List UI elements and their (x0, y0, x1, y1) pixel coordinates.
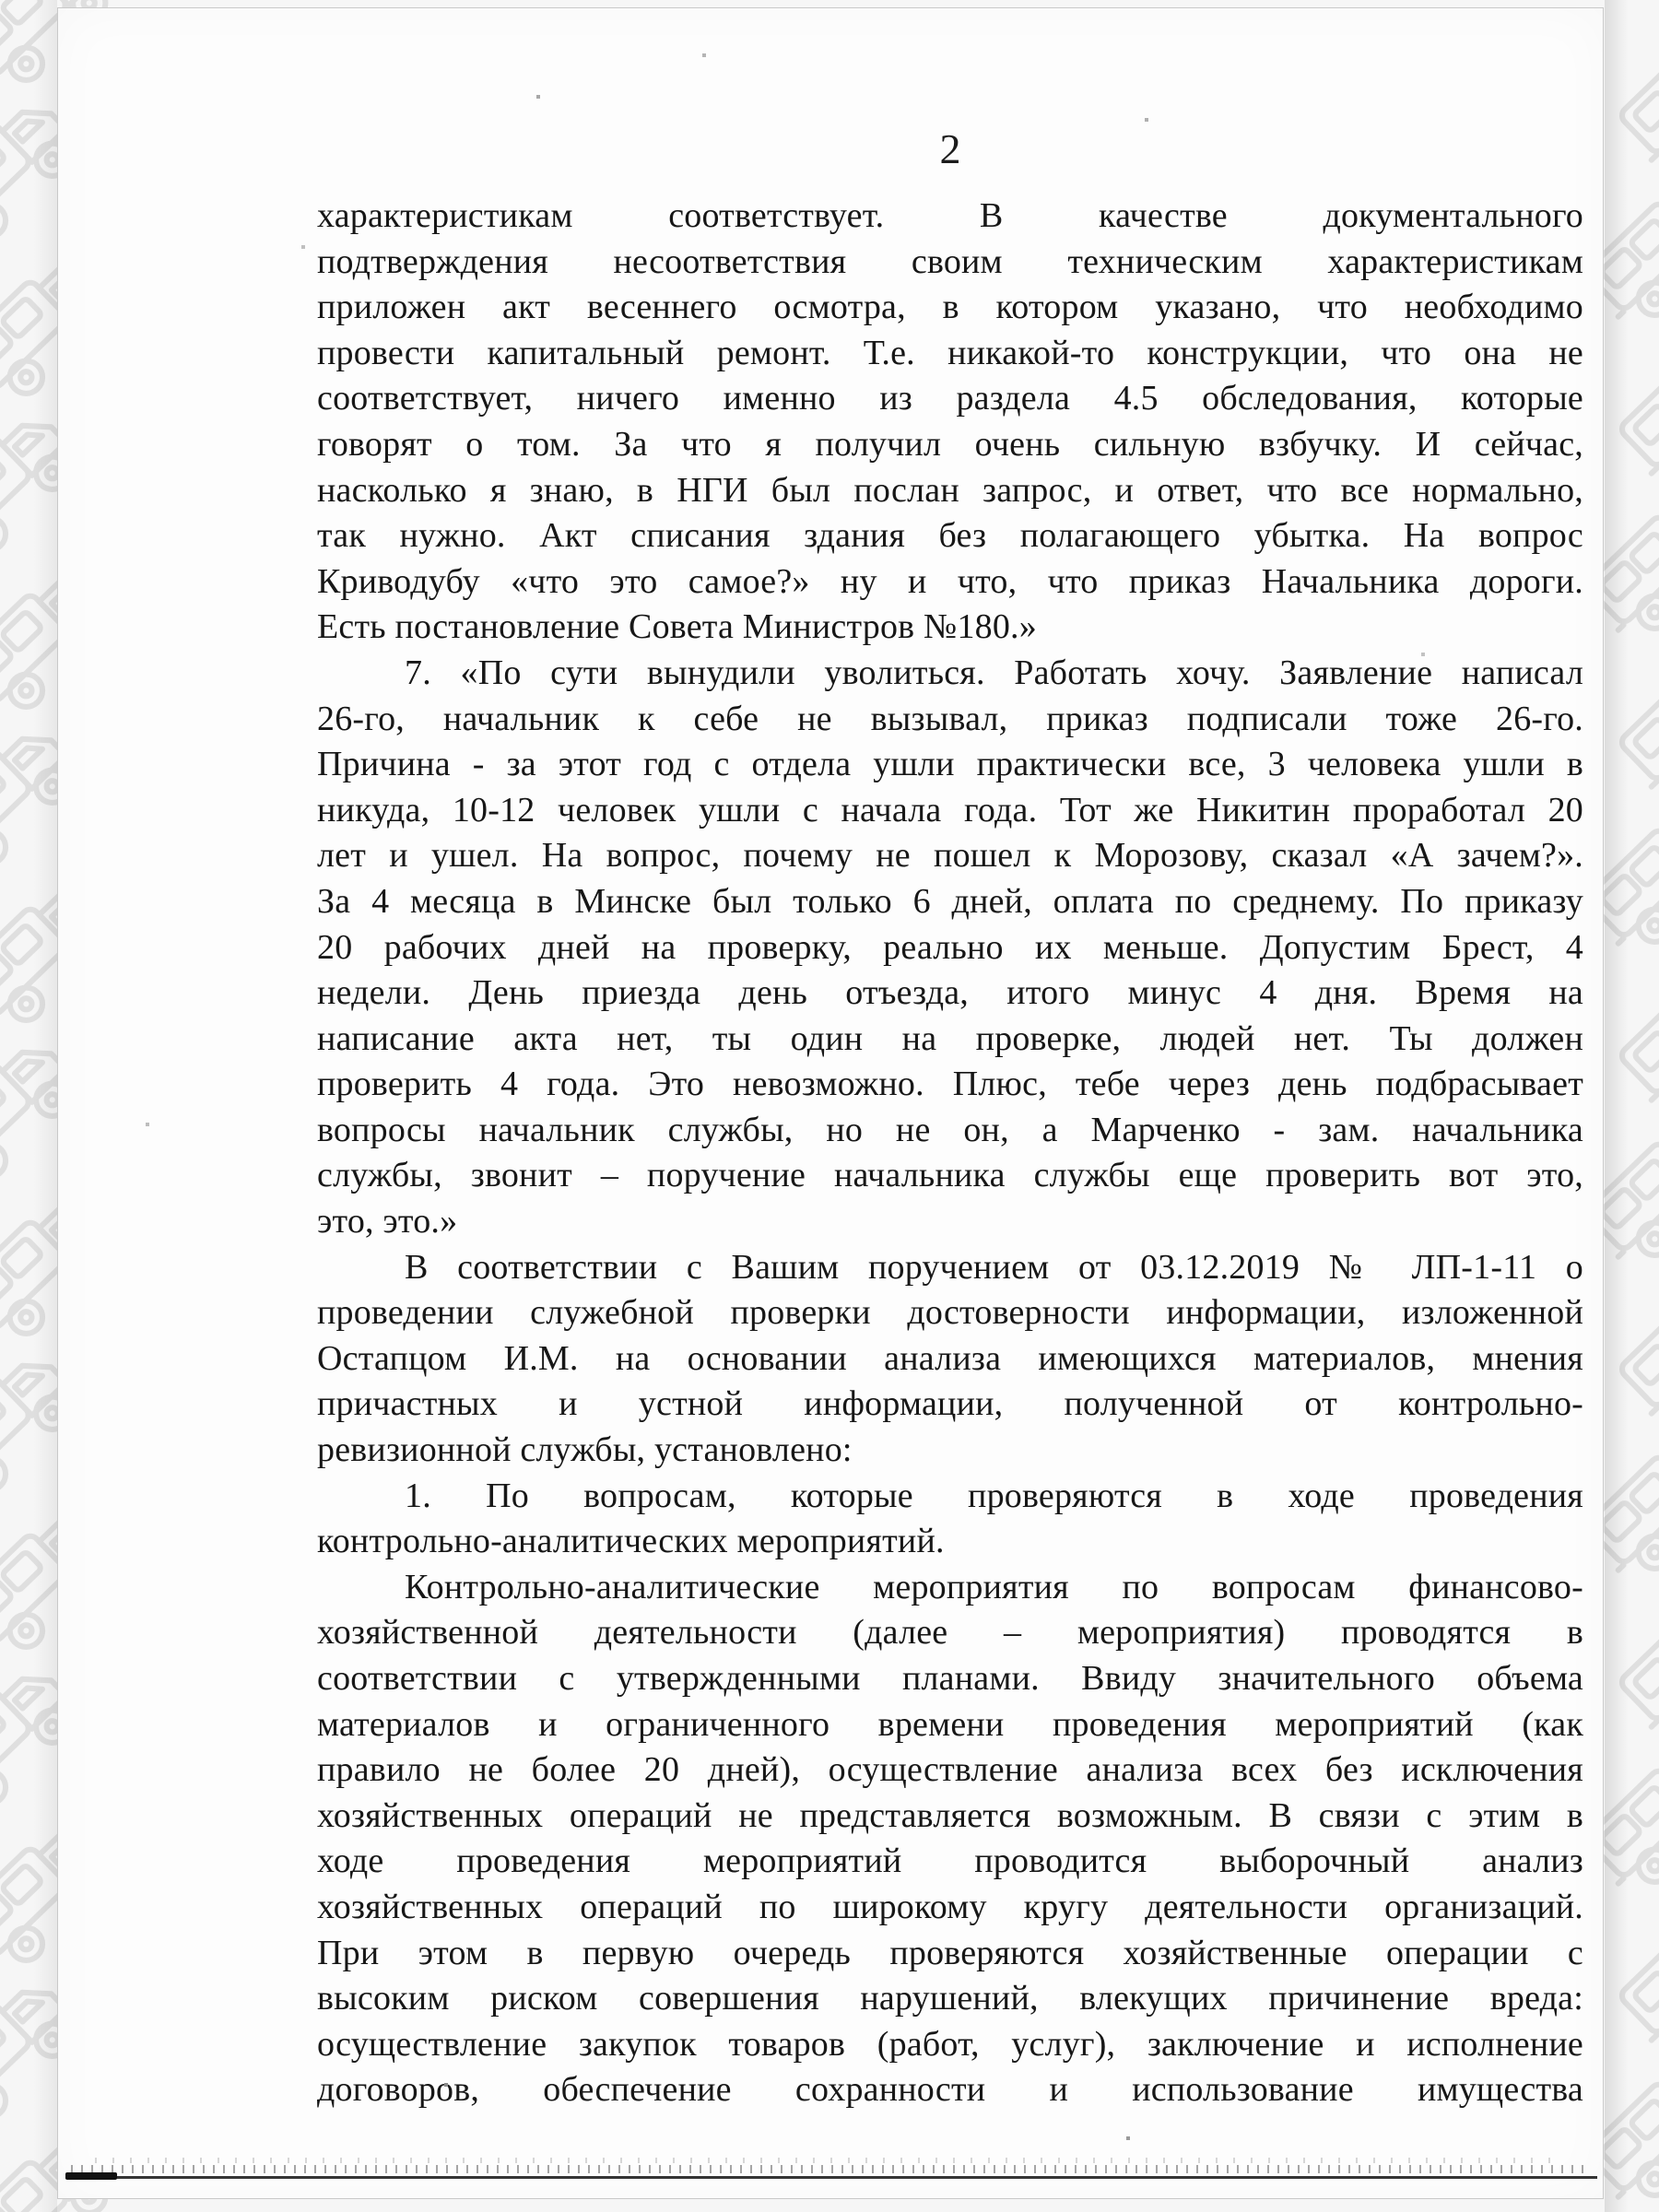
page-number: 2 (939, 125, 961, 172)
text-line: Контрольно-аналитические мероприятия по вопросам финансово- (405, 1567, 1583, 1606)
text-line: договоров, обеспечение сохранности и использование имущества (317, 2070, 1583, 2110)
text-line: Причина - за этот год с отдела ушли практически все, 3 человека ушли в (317, 745, 1583, 784)
text-line: Есть постановление Совета Министров №180.» (317, 607, 1037, 647)
text-line: соответствует, ничего именно из раздела 4.5 обследования, которые (317, 379, 1583, 418)
scan-artifact-mark (65, 2172, 117, 2180)
text-line: подтверждения несоответствия своим техническим характеристикам (317, 241, 1583, 281)
paper-sheet (57, 7, 1604, 2199)
text-line: осуществление закупок товаров (работ, услуг), заключение и исполнение (317, 2024, 1583, 2064)
text-line: говорят о том. За что я получил очень сильную взбучку. И сейчас, (317, 424, 1583, 464)
scan-noise-specks (58, 8, 60, 10)
text-line: 20 рабочих дней на проверку, реально их меньше. Допустим Брест, 4 (317, 927, 1583, 967)
text-line: написание акта нет, ты один на проверке, людей нет. Ты должен (317, 1018, 1583, 1058)
text-line: хозяйственной деятельности (далее – мероприятия) проводятся в (317, 1613, 1583, 1653)
text-line: насколько я знаю, в НГИ был послан запрос, и ответ, что все нормально, (317, 470, 1583, 510)
text-line: материалов и ограниченного времени проведения мероприятий (как (317, 1704, 1583, 1744)
text-line: высоким риском совершения нарушений, влекущих причинение вреда: (317, 1979, 1583, 2018)
text-line: провести капитальный ремонт. Т.е. никакой-то конструкции, что она не (317, 333, 1583, 372)
text-line: ходе проведения мероприятий проводится выборочный анализ (317, 1841, 1583, 1881)
text-line: Остапцом И.М. на основании анализа имеющихся материалов, мнения (317, 1338, 1583, 1378)
text-line: 7. «По сути вынудили уволиться. Работать хочу. Заявление написал (405, 653, 1583, 692)
text-line: В соответствии с Вашим поручением от 03.12.2019 № ЛП-1-11 о (405, 1247, 1583, 1287)
text-line: соответствии с утвержденными планами. Ввиду значительного объема (317, 1659, 1583, 1698)
text-line: правило не более 20 дней), осуществление анализа всех без исключения (317, 1750, 1583, 1790)
scan-artifact-bottom-line (65, 2176, 1597, 2179)
text-line: 26-го, начальник к себе не вызывал, приказ подписали тоже 26-го. (317, 699, 1583, 738)
text-line: это, это.» (317, 1202, 458, 1241)
text-line: причастных и устной информации, полученной от контрольно- (317, 1384, 1583, 1424)
text-line: проведении служебной проверки достоверности информации, изложенной (317, 1293, 1583, 1333)
text-line: никуда, 10-12 человек ушли с начала года. Тот же Никитин проработал 20 (317, 790, 1583, 830)
text-line: При этом в первую очередь проверяются хозяйственные операции с (317, 1933, 1583, 1972)
text-line: так нужно. Акт списания здания без полагающего убытка. На вопрос (317, 516, 1583, 556)
text-line: лет и ушел. На вопрос, почему не пошел к Морозову, сказал «А зачем?». (317, 836, 1583, 876)
text-line: проверить 4 года. Это невозможно. Плюс, тебе через день подбрасывает (317, 1065, 1583, 1104)
text-line: службы, звонит – поручение начальника службы еще проверить вот это, (317, 1156, 1583, 1195)
text-line: хозяйственных операций по широкому кругу деятельности организаций. (317, 1887, 1583, 1926)
text-line: хозяйственных операций не представляется возможным. В связи с этим в (317, 1795, 1583, 1835)
text-line: ревизионной службы, установлено: (317, 1430, 853, 1470)
scan-artifact-speckle-line (71, 2165, 1592, 2173)
text-line: приложен акт весеннего осмотра, в котором указано, что необходимо (317, 288, 1583, 327)
text-line: характеристикам соответствует. В качестве документального (317, 196, 1583, 235)
scan-artifact-speckle-line (95, 2158, 1551, 2163)
text-line: За 4 месяца в Минске был только 6 дней, оплата по среднему. По приказу (317, 881, 1583, 921)
text-line: 1. По вопросам, которые проверяются в ходе проведения (405, 1476, 1583, 1515)
text-line: вопросы начальник службы, но не он, а Марченко - зам. начальника (317, 1110, 1583, 1149)
text-line: Криводубу «что это самое?» ну и что, что приказ Начальника дороги. (317, 561, 1583, 601)
document-text (317, 194, 1583, 2113)
text-line: контрольно-аналитических мероприятий. (317, 1522, 945, 1561)
text-line: недели. День приезда день отъезда, итого минус 4 дня. Время на (317, 973, 1583, 1013)
